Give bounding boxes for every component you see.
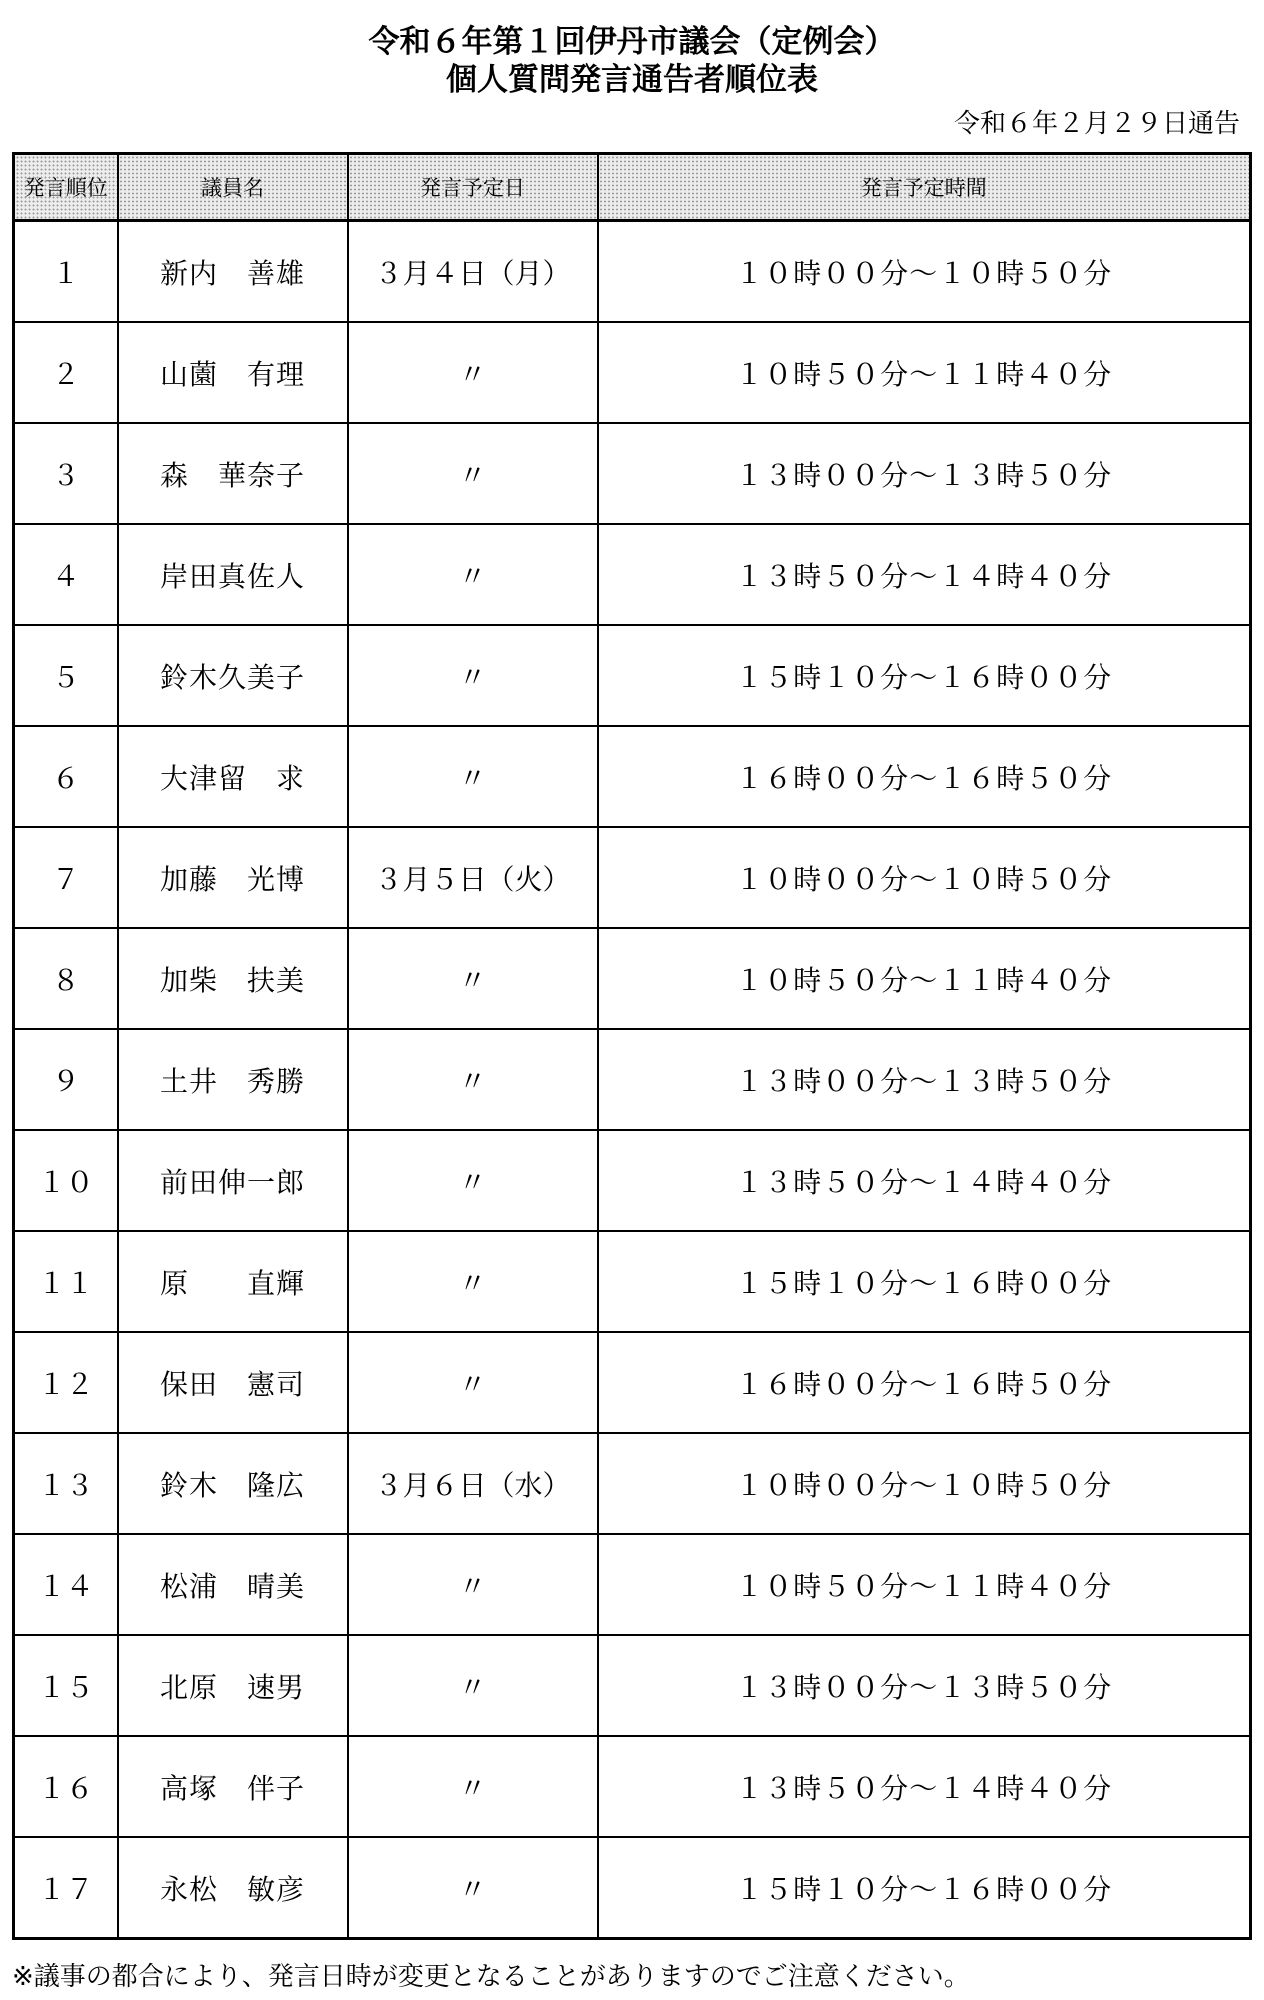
cell-name: 前田伸一郎 [118,1130,348,1231]
table-row [14,524,1251,625]
column-header-time: 発言予定時間 [598,154,1251,221]
table-row [14,726,1251,827]
cell-time: １０時００分～１０時５０分 [598,827,1251,928]
column-header-name: 議員名 [118,154,348,221]
table-row [14,1029,1251,1130]
cell-name: 鈴木 隆広 [118,1433,348,1534]
table-row [14,1130,1251,1231]
cell-order: ９ [14,1029,118,1130]
cell-order: ５ [14,625,118,726]
cell-date: 〃 [348,1635,598,1736]
cell-time: １３時５０分～１４時４０分 [598,1736,1251,1837]
speaker-order-table [12,152,1252,1940]
document-title: 令和６年第１回伊丹市議会（定例会） [368,24,896,60]
cell-name: 加藤 光博 [118,827,348,928]
cell-order: １２ [14,1332,118,1433]
cell-date: 〃 [348,1332,598,1433]
cell-order: １６ [14,1736,118,1837]
table-row [14,1736,1251,1837]
cell-time: １６時００分～１６時５０分 [598,1332,1251,1433]
cell-order: ７ [14,827,118,928]
cell-date: 〃 [348,1231,598,1332]
cell-time: １０時５０分～１１時４０分 [598,322,1251,423]
cell-time: １６時００分～１６時５０分 [598,726,1251,827]
cell-order: １１ [14,1231,118,1332]
table-row [14,1332,1251,1433]
cell-date: 〃 [348,928,598,1029]
table-row [14,1231,1251,1332]
cell-name: 岸田真佐人 [118,524,348,625]
table-row [14,625,1251,726]
cell-time: １５時１０分～１６時００分 [598,1231,1251,1332]
table-row [14,827,1251,928]
cell-order: １４ [14,1534,118,1635]
table-row [14,928,1251,1029]
cell-time: １０時００分～１０時５０分 [598,1433,1251,1534]
cell-time: １３時５０分～１４時４０分 [598,1130,1251,1231]
cell-date: 〃 [348,423,598,524]
cell-order: １ [14,221,118,323]
cell-name: 高塚 伴子 [118,1736,348,1837]
cell-order: １３ [14,1433,118,1534]
cell-time: １０時５０分～１１時４０分 [598,928,1251,1029]
cell-order: ８ [14,928,118,1029]
cell-date: ３月４日（月） [348,221,598,323]
cell-name: 土井 秀勝 [118,1029,348,1130]
cell-order: １０ [14,1130,118,1231]
cell-order: １５ [14,1635,118,1736]
cell-date: 〃 [348,1130,598,1231]
cell-date: 〃 [348,1534,598,1635]
cell-name: 保田 憲司 [118,1332,348,1433]
cell-name: 大津留 求 [118,726,348,827]
table-row [14,322,1251,423]
cell-date: 〃 [348,1029,598,1130]
notice-date: 令和６年２月２９日通告 [953,109,1240,139]
cell-time: １３時００分～１３時５０分 [598,423,1251,524]
cell-date: ３月５日（火） [348,827,598,928]
column-header-order: 発言順位 [14,154,118,221]
table-row [14,1635,1251,1736]
cell-name: 山薗 有理 [118,322,348,423]
cell-date: 〃 [348,524,598,625]
column-header-date: 発言予定日 [348,154,598,221]
cell-time: １５時１０分～１６時００分 [598,625,1251,726]
cell-name: 加柴 扶美 [118,928,348,1029]
table-row [14,1534,1251,1635]
cell-date: ３月６日（水） [348,1433,598,1534]
cell-date: 〃 [348,1736,598,1837]
cell-name: 北原 速男 [118,1635,348,1736]
cell-order: １７ [14,1837,118,1939]
table-row [14,1433,1251,1534]
cell-order: ３ [14,423,118,524]
cell-time: １３時００分～１３時５０分 [598,1635,1251,1736]
cell-time: １５時１０分～１６時００分 [598,1837,1251,1939]
cell-order: ６ [14,726,118,827]
cell-name: 原 直輝 [118,1231,348,1332]
document-subtitle: 個人質問発言通告者順位表 [446,62,818,98]
cell-date: 〃 [348,625,598,726]
cell-date: 〃 [348,726,598,827]
cell-time: １３時５０分～１４時４０分 [598,524,1251,625]
cell-name: 松浦 晴美 [118,1534,348,1635]
table-row [14,1837,1251,1939]
cell-name: 森 華奈子 [118,423,348,524]
cell-name: 鈴木久美子 [118,625,348,726]
cell-order: ４ [14,524,118,625]
cell-name: 新内 善雄 [118,221,348,323]
cell-order: ２ [14,322,118,423]
cell-date: 〃 [348,322,598,423]
cell-time: １０時５０分～１１時４０分 [598,1534,1251,1635]
cell-name: 永松 敏彦 [118,1837,348,1939]
table-row [14,221,1251,323]
footnote: ※議事の都合により、発言日時が変更となることがありますのでご注意ください。 [12,1962,970,1992]
cell-time: １０時００分～１０時５０分 [598,221,1251,323]
cell-date: 〃 [348,1837,598,1939]
cell-time: １３時００分～１３時５０分 [598,1029,1251,1130]
table-row [14,423,1251,524]
table-header-row [14,154,1251,221]
